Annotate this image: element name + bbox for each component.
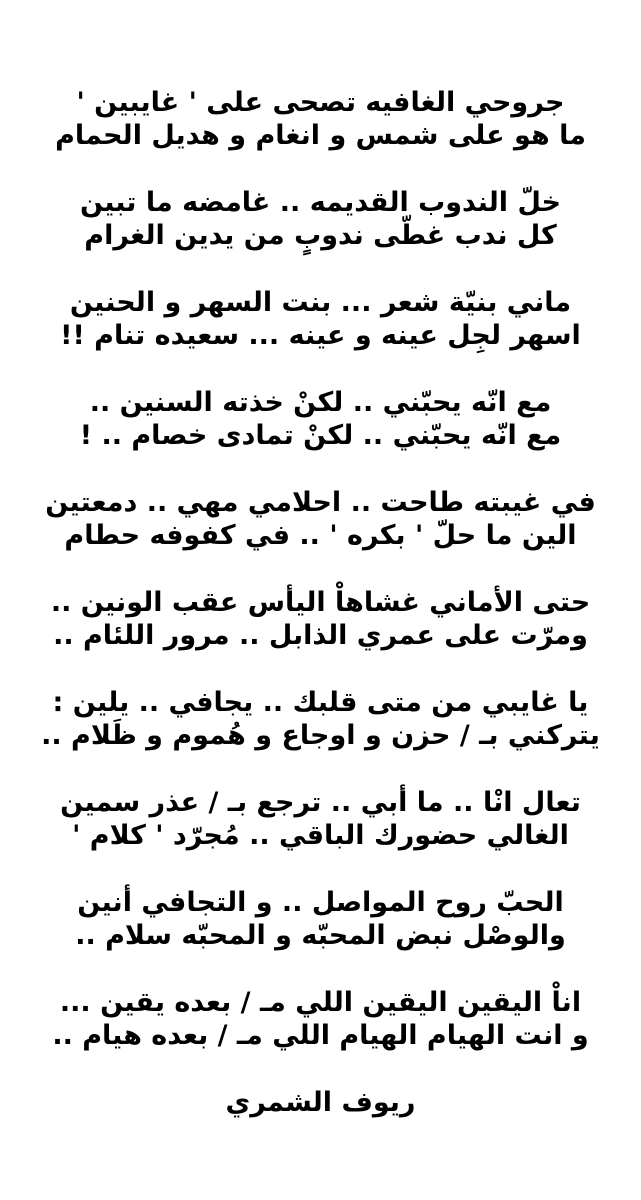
- verse-line: تعال انْا .. ما أبي .. ترجع بـ / عذر سمين: [60, 787, 581, 818]
- verse-line: الغالي حضورك الباقي .. مُجرّد ' كلام ': [72, 820, 569, 851]
- verse-line: والوصْل نبض المحبّه و المحبّه سلام ..: [75, 920, 566, 951]
- stanza: [30, 886, 611, 952]
- verse-line: ومرّت على عمري الذابل .. مرور اللئام ..: [53, 620, 588, 651]
- verse-line: كل ندب غطّى ندوبٍ من يدين الغرام: [84, 220, 557, 251]
- stanza: [30, 786, 611, 852]
- author-signature: ريوف الشمري: [225, 1087, 416, 1118]
- verse-line: اسهر لجِل عينه و عينه ... سعيده تنام !!: [60, 320, 581, 351]
- verse-line: ماني بنيّة شعر ... بنت السهر و الحنين: [69, 287, 572, 318]
- stanza: [30, 686, 611, 752]
- stanza: [30, 186, 611, 252]
- verse-line: و انت الهيام الهيام اللي مـ / بعده هيام ..: [52, 1020, 589, 1051]
- verse-line: ما هو على شمس و انغام و هديل الحمام: [55, 120, 586, 151]
- verse-line: في غيبته طاحت .. احلامي مهي .. دمعتين: [45, 487, 596, 518]
- verse-line: الحبّ روح المواصل .. و التجافي أنين: [77, 887, 564, 918]
- verse-line: يا غايبي من متى قلبك .. يجافي .. يلين :: [52, 687, 589, 718]
- poem-body: [30, 86, 611, 1119]
- verse-line: حتى الأماني غشاهاْ اليأس عقب الونين ..: [50, 587, 591, 618]
- stanza: [30, 486, 611, 552]
- verse-line: يتركني بـ / حزن و اوجاع و هُموم و ظَلام ..: [41, 720, 600, 751]
- stanza: [30, 286, 611, 352]
- verse-line: خلّ الندوب القديمه .. غامضه ما تبين: [79, 187, 562, 218]
- verse-line: الين ما حلّ ' بكره ' .. في كفوفه حطام: [64, 520, 577, 551]
- verse-line: مع انّه يحبّني .. لكنْ تمادى خصام .. !: [79, 420, 562, 451]
- stanza: [30, 986, 611, 1052]
- verse-line: جروحي الغافيه تصحى على ' غايبين ': [76, 87, 565, 118]
- stanza: [30, 386, 611, 452]
- verse-line: مع انّه يحبّني .. لكنْ خذته السنين ..: [89, 387, 552, 418]
- verse-line: اناْ اليقين اليقين اللي مـ / بعده يقين ...: [59, 987, 582, 1018]
- stanza: [30, 86, 611, 152]
- stanza: [30, 586, 611, 652]
